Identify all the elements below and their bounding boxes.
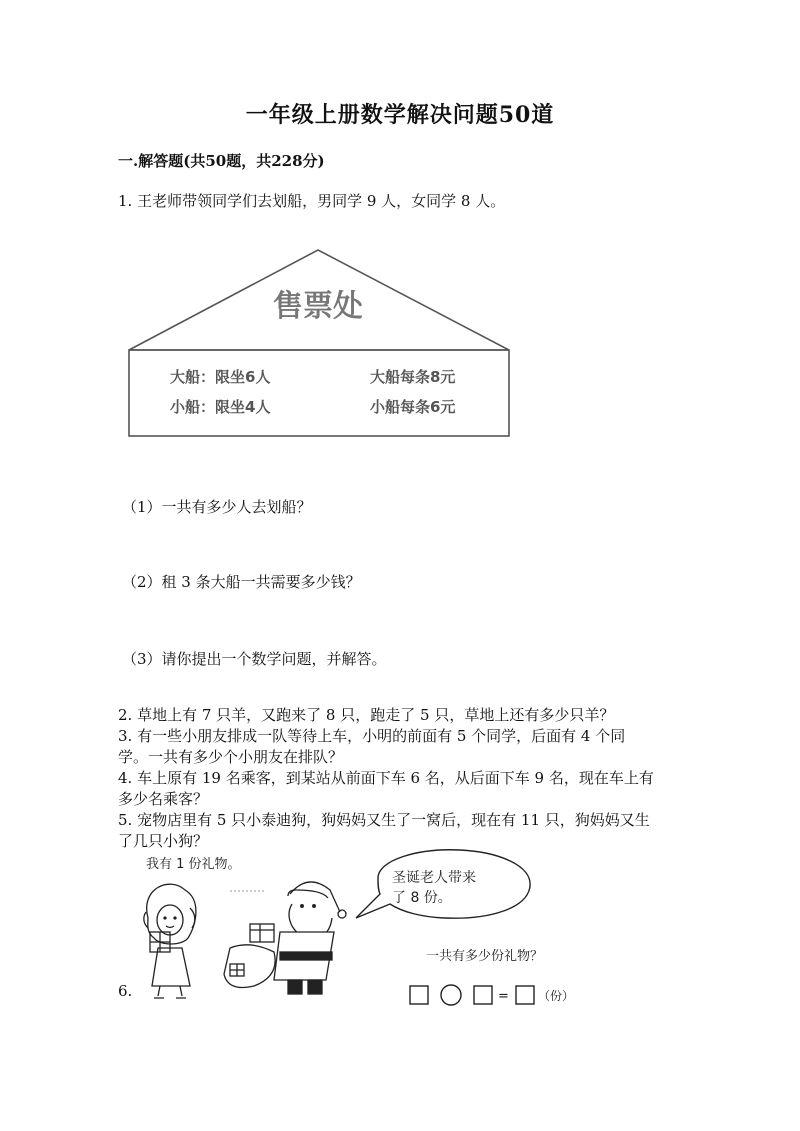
answer-box-result[interactable]	[516, 986, 534, 1004]
gift-illustration	[130, 848, 590, 1008]
unit-label: （份）	[538, 989, 575, 1003]
question-2-text: 2. 草地上有 7 只羊，又跑来了 8 只，跑走了 5 只，草地上还有多少只羊？	[118, 706, 615, 724]
question-5-line-2: 了几只小狗？	[118, 832, 209, 850]
question-6-number: 6.	[118, 982, 133, 1000]
question-5-line-1: 5. 宠物店里有 5 只小泰迪狗，狗妈妈又生了一窝后，现在有 11 只，狗妈妈又生	[118, 811, 650, 829]
girl-speech-text: 我有 1 份礼物。	[146, 857, 241, 872]
sign-big-boat-seats: 大船：限坐6人	[170, 368, 271, 386]
santa-speech-line-2: 了 8 份。	[392, 890, 452, 906]
question-1-part-2: （2）租 3 条大船一共需要多少钱？	[122, 573, 361, 591]
section-heading: 一.解答题(共50题，共228分)	[118, 152, 325, 170]
sign-small-boat-price: 小船每条6元	[370, 398, 456, 416]
girl-figure-icon	[144, 884, 196, 998]
equals-sign: =	[498, 989, 509, 1004]
santa-figure-icon	[224, 882, 346, 994]
operator-circle[interactable]	[441, 985, 461, 1005]
question-4-line-1: 4. 车上原有 19 名乘客，到某站从前面下车 6 名，从后面下车 9 名，现在车上有	[118, 769, 654, 787]
sign-title: 售票处	[273, 289, 363, 324]
question-4-line-2: 多少名乘客？	[118, 790, 209, 808]
santa-speech-line-1: 圣诞老人带来	[392, 870, 476, 886]
question-1-text: 1. 王老师带领同学们去划船，男同学 9 人，女同学 8 人。	[118, 192, 506, 210]
question-1-part-1: （1）一共有多少人去划船？	[122, 498, 312, 516]
ticket-office-sign	[125, 246, 515, 440]
answer-box-2[interactable]	[474, 986, 492, 1004]
sign-small-boat-seats: 小船：限坐4人	[170, 398, 271, 416]
sign-board	[129, 350, 509, 436]
sign-big-boat-price: 大船每条8元	[370, 368, 456, 386]
question-3-line-2: 学。一共有多少个小朋友在排队？	[118, 748, 344, 766]
page-title: 一年级上册数学解决问题50道	[245, 102, 555, 128]
answer-box-1[interactable]	[410, 986, 428, 1004]
total-gifts-question: 一共有多少份礼物？	[426, 949, 544, 964]
question-1-part-3: （3）请你提出一个数学问题，并解答。	[122, 650, 387, 668]
question-3-line-1: 3. 有一些小朋友排成一队等待上车，小明的前面有 5 个同学，后面有 4 个同	[118, 727, 626, 745]
